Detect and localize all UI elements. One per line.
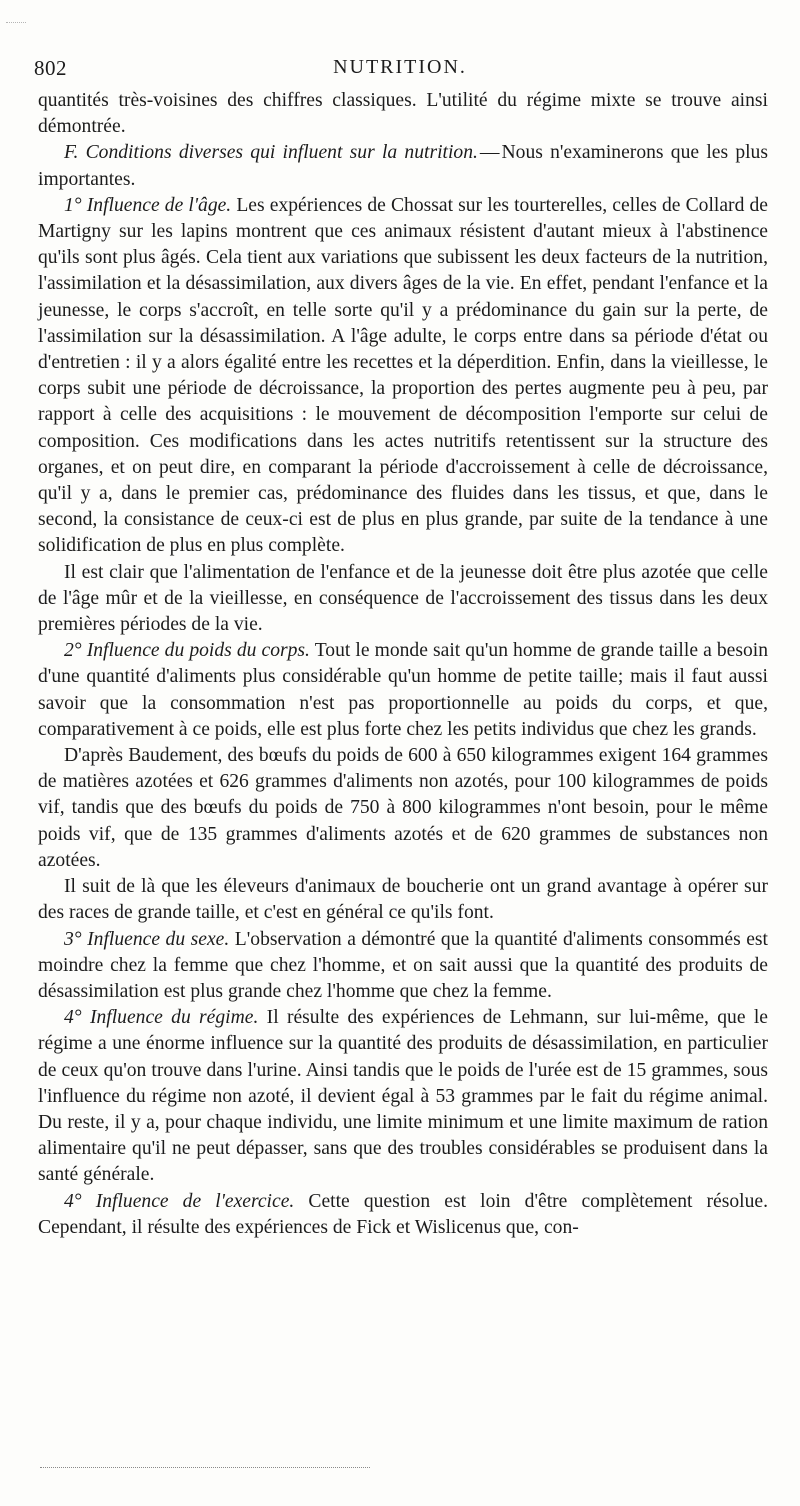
footer-rule	[40, 1467, 370, 1468]
paragraph-weight	[38, 638, 768, 743]
page-number: 802	[34, 56, 67, 80]
page-header	[32, 56, 768, 86]
paragraph-text: Il suit de là que les éleveurs d'animaux de boucherie ont un grand avantage à opérer sur des races de grande taille, et c'est en général ce qu'ils font.	[38, 876, 768, 924]
paragraph-text: Cette question est loin d'être complètement résolue. Cependant, il résulte des expériences de Fick et Wislicenus que, con-	[38, 1190, 768, 1238]
paragraph-text: L'observation a démontré que la quantité d'aliments consommés est moindre chez la femme que chez l'homme, et on sait aussi que la quantité des produits de désassimilation est plus grande chez l'homme que chez la femme.	[38, 928, 768, 1002]
paragraph-regime	[38, 1005, 768, 1188]
paragraph-baudement	[38, 743, 768, 874]
running-title: NUTRITION.	[333, 56, 467, 78]
paragraph-text: Nous n'examinerons que les plus importantes.	[38, 142, 768, 190]
paragraph-continuation	[38, 88, 768, 140]
paragraph-text: Les expériences de Chossat sur les tourterelles, celles de Collard de Martigny sur les lapins montrent que ces animaux résistent d'autant mieux à l'abstinence qu'ils sont plus âgés. Cela tient aux variations que subissent les deux facteurs de la nutrition, l'assimilation et la désassimilation, aux divers âges de la vie. En effet, pendant l'enfance et la jeunesse, le corps s'accroît, en telle sorte qu'il y a prédominance du gain sur la perte, de l'assimilation sur la désassimilation. A l'âge adulte, le corps entre dans sa période d'état ou d'entretien : il y a alors égalité entre les recettes et la déperdition. Enfin, dans la vieillesse, le corps subit une période de décroissance, la proportion des pertes augmente peu à peu, par rapport à celle des acquisitions : le mouvement de décomposition l'emporte sur celui de composition. Ces modifications dans les actes nutritifs retentissent sur la structure des organes, et on peut dire, en comparant la période d'accroissement à celle de décroissance, qu'il y a, dans le premier cas, prédominance des fluides dans les tissus, et que, dans le second, la consistance de ceux-ci est de plus en plus grande, par suite de la tendance à une solidification de plus en plus complète.	[38, 194, 768, 557]
paragraph-text: Il est clair que l'alimentation de l'enfance et de la jeunesse doit être plus azotée que celle de l'âge mûr et de la vieillesse, en conséquence de l'accroissement des tissus dans les deux premières périodes de la vie.	[38, 561, 768, 636]
paragraph-text: Tout le monde sait qu'un homme de grande taille a besoin d'une quantité d'aliments plus considérable qu'un homme de petite taille; mais il faut aussi savoir que la consommation n'est pas proportionnelle au poids du corps, et que, comparativement à ce poids, elle est plus forte chez les petits individus que chez les grands.	[38, 640, 768, 740]
paragraph-breeders	[38, 874, 768, 926]
corner-mark	[6, 22, 26, 23]
paragraph-text: D'après Baudement, des bœufs du poids de 600 à 650 kilogrammes exigent 164 grammes de matières azotées et 626 grammes d'aliments non azotés, pour 100 kilogrammes de poids vif, tandis que des bœufs du poids de 750 à 800 kilogrammes n'ont besoin, pour le même poids vif, que de 135 grammes d'aliments azotés et de 620 grammes de substances non azotées.	[38, 745, 768, 871]
paragraph-age	[38, 193, 768, 560]
subsection-heading: 1° Influence de l'âge.	[64, 194, 232, 216]
paragraph-conditions	[38, 140, 768, 192]
subsection-heading: 4° Influence de l'exercice.	[64, 1190, 295, 1212]
section-heading: F. Conditions diverses qui influent sur la nutrition.	[64, 142, 478, 164]
body-text	[38, 88, 768, 1241]
paragraph-exercise	[38, 1189, 768, 1241]
paragraph-alimentation	[38, 560, 768, 639]
subsection-heading: 2° Influence du poids du corps.	[64, 640, 310, 662]
em-dash: —	[479, 142, 500, 164]
paragraph-text: Il résulte des expériences de Lehmann, sur lui-même, que le régime a une énorme influence sur la quantité des produits de désassimilation, en particulier de ceux qu'on trouve dans l'urine. Ainsi tandis que le poids de l'urée est de 15 grammes, sous l'influence du régime non azoté, il devient égal à 53 grammes par le fait du régime animal. Du reste, il y a, pour chaque individu, une limite minimum et une limite maximum de ration alimentaire qu'il ne peut dépasser, sans que des troubles considérables se produisent dans la santé générale.	[38, 1007, 768, 1186]
paragraph-text: quantités très-voisines des chiffres classiques. L'utilité du régime mixte se trouve ainsi démontrée.	[38, 90, 768, 138]
paragraph-sex	[38, 927, 768, 1006]
subsection-heading: 3° Influence du sexe.	[64, 928, 230, 950]
subsection-heading: 4° Influence du régime.	[64, 1007, 259, 1029]
